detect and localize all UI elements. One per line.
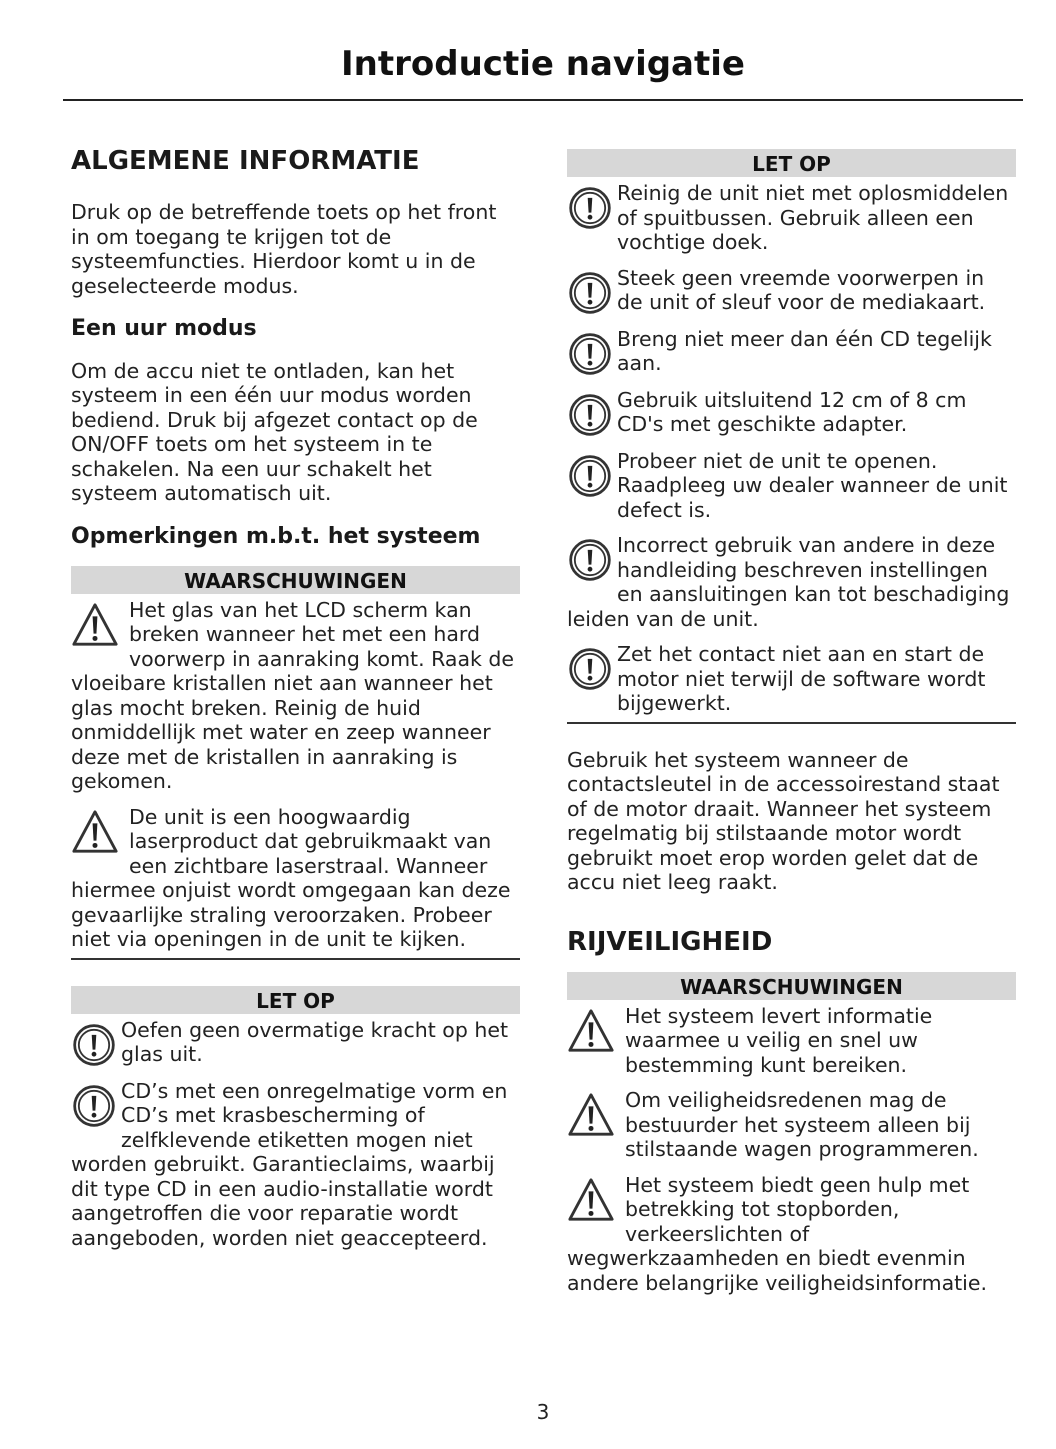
warnings-end-rule	[71, 958, 520, 960]
warning-item	[567, 1004, 1016, 1078]
caution-item	[567, 642, 1016, 716]
caution-item	[71, 1018, 520, 1068]
caution-text: Probeer niet de unit te openen. Raadpleeg uw dealer wanneer de unit defect is.	[617, 448, 1008, 522]
een-uur-modus-paragraph: Om de accu niet te ontladen, kan het systeem in een één uur modus worden bediend. Druk bij afgezet contact op de ON/OFF toets om het systeem in te schakelen. Na een uur schakelt het systeem automatisch uit.	[71, 358, 478, 506]
warning-text: De unit is een hoogwaardig laserproduct dat gebruikmaakt van een zichtbare laserstraal. Wanneer hiermee onjuist wordt omgegaan kan deze gevaarlijke straling veroorzaken. Probeer niet via openingen in de unit te kijken.	[71, 804, 511, 952]
caution-end-rule	[567, 722, 1016, 724]
title-divider	[63, 99, 1023, 101]
warning-item	[71, 805, 520, 952]
page-number: 3	[536, 1400, 550, 1424]
warning-triangle-icon	[567, 1091, 615, 1139]
caution-text: Zet het contact niet aan en start de motor niet terwijl de software wordt bijgewerkt.	[617, 642, 986, 715]
caution-circle-icon	[567, 453, 613, 499]
caution-header: LET OP	[567, 149, 1016, 177]
caution-item	[567, 388, 1016, 438]
caution-item	[567, 181, 1016, 255]
warning-text: Het glas van het LCD scherm kan breken wanneer het met een hard voorwerp in aanraking komt. Raak de vloeibare kristallen niet aan wanneer het glas mocht breken. Reinig de huid onmiddellijk met water en zeep wanneer deze met de kristallen in aanraking is gekomen.	[71, 597, 515, 794]
warnings-header: WAARSCHUWINGEN	[71, 566, 520, 594]
caution-text: Incorrect gebruik van andere in deze handleiding beschreven instellingen en aansluitingen kan tot beschadiging leiden van de unit.	[567, 533, 1010, 631]
caution-item	[567, 533, 1016, 631]
caution-item	[71, 1079, 520, 1251]
caution-circle-icon	[71, 1022, 117, 1068]
intro-paragraph: Druk op de betreffende toets op het front in om toegang te krijgen tot de systeemfuncties. Hierdoor komt u in de geselecteerde modus.	[71, 200, 497, 298]
section-title-rijveiligheid: RIJVEILIGHEID	[567, 926, 773, 957]
warning-triangle-icon	[71, 601, 119, 649]
warning-item	[567, 1088, 1016, 1162]
right-column	[567, 149, 1016, 1295]
warning-text: Het systeem biedt geen hulp met betrekking tot stopborden, verkeerslichten of wegwerkzaamheden en biedt evenmin andere belangrijke veiligheidsinformatie.	[567, 1172, 988, 1295]
caution-circle-icon	[71, 1083, 117, 1129]
caution-circle-icon	[567, 537, 613, 583]
warning-text: Het systeem levert informatie waarmee u veilig en snel uw bestemming kunt bereiken.	[625, 1003, 933, 1077]
caution-circle-icon	[567, 646, 613, 692]
warning-triangle-icon	[567, 1007, 615, 1055]
caution-text: CD’s met een onregelmatige vorm en CD’s met krasbescherming of zelfklevende etiketten mogen niet worden gebruikt. Garantieclaims, waarbij dit type CD in een audio-installatie wordt aangetroffen die voor reparatie wordt aangeboden, worden niet geaccepteerd.	[71, 1078, 508, 1250]
caution-circle-icon	[567, 270, 613, 316]
caution-item	[567, 266, 1016, 316]
section-title-algemene-informatie: ALGEMENE INFORMATIE	[71, 146, 420, 176]
warnings-header: WAARSCHUWINGEN	[567, 972, 1016, 1000]
left-column	[71, 140, 520, 1250]
warning-item	[567, 1173, 1016, 1296]
caution-item	[567, 327, 1016, 377]
warning-item	[71, 598, 520, 794]
caution-circle-icon	[567, 331, 613, 377]
caution-header: LET OP	[71, 986, 520, 1014]
caution-circle-icon	[567, 392, 613, 438]
caution-text: Gebruik uitsluitend 12 cm of 8 cm CD's met geschikte adapter.	[617, 387, 967, 436]
warning-triangle-icon	[567, 1176, 615, 1224]
caution-item	[567, 449, 1016, 523]
subheading-een-uur-modus: Een uur modus	[71, 316, 257, 342]
warning-text: Om veiligheidsredenen mag de bestuurder het systeem alleen bij stilstaande wagen programmeren.	[625, 1088, 979, 1162]
caution-text: Steek geen vreemde voorwerpen in de unit of sleuf voor de mediakaart.	[617, 265, 986, 314]
subheading-opmerkingen: Opmerkingen m.b.t. het systeem	[71, 523, 481, 549]
page-title: Introductie navigatie	[341, 44, 745, 84]
caution-text: Breng niet meer dan één CD tegelijk aan.	[617, 326, 992, 375]
usage-paragraph: Gebruik het systeem wanneer de contactsleutel in de accessoirestand staat of de motor draait. Wanneer het systeem regelmatig bij stilstaande motor wordt gebruikt moet erop worden gelet dat de accu niet leeg raakt.	[567, 747, 1000, 894]
warning-triangle-icon	[71, 808, 119, 856]
caution-circle-icon	[567, 185, 613, 231]
caution-text: Oefen geen overmatige kracht op het glas uit.	[121, 1017, 508, 1067]
caution-text: Reinig de unit niet met oplosmiddelen of spuitbussen. Gebruik alleen een vochtige doek.	[617, 181, 1009, 254]
